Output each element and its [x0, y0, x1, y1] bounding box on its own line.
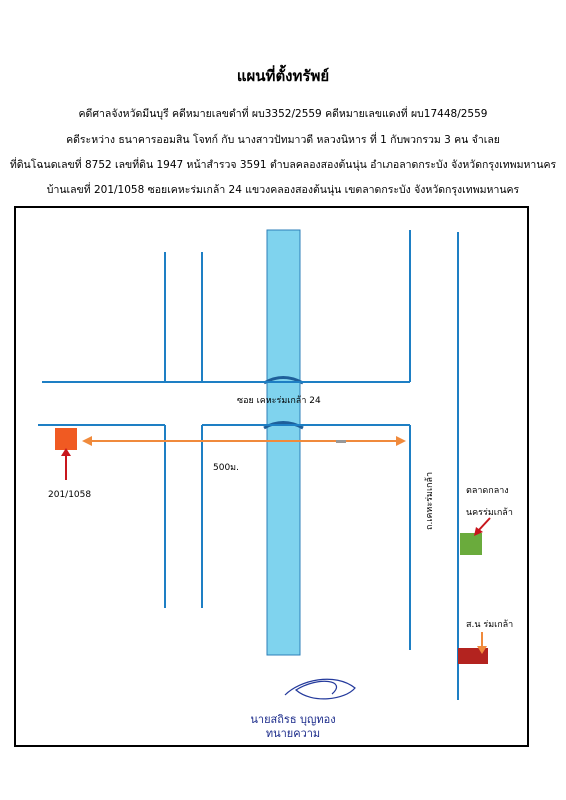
market-marker: [460, 533, 482, 555]
property-marker: [55, 428, 77, 450]
signature-title: ทนายความ: [265, 727, 321, 740]
address-line: บ้านเลขที่ 201/1058 ซอยเคหะร่มเกล้า 24 แขวงคลองสองต้นนุ่น เขตลาดกระบัง จังหวัดกรุงเทพมหานคร: [46, 184, 520, 196]
market-pointer-line: [478, 518, 490, 531]
market-label-line-2: นครร่มเกล้า: [466, 508, 513, 518]
soi-label: ซอย เคหะร่มเกล้า 24: [237, 396, 321, 406]
signature-scribble: [285, 679, 355, 699]
distance-arrow-right-head: [396, 436, 406, 446]
property-label: 201/1058: [48, 490, 92, 500]
police-station-label: ส.น ร่มเกล้า: [466, 620, 514, 630]
parties-line: คดีระหว่าง ธนาคารออมสิน โจทก์ กับ นางสาวปัทมาวดี หลวงนิหาร ที่ 1 กับพวกรวม 3 คน จำเลย: [66, 134, 500, 146]
market-label-line-1: ตลาดกลาง: [466, 486, 509, 496]
map-title: แผนที่ตั้งทรัพย์: [236, 67, 330, 85]
distance-label: 500ม.: [213, 463, 239, 473]
canal: [267, 230, 300, 655]
land-deed-line: ที่ดินโฉนดเลขที่ 8752 เลขที่ดิน 1947 หน้าสำรวจ 3591 ตำบลคลองสองต้นนุ่น อำเภอลาดกระบัง จังหวัดกรุงเทพมหานคร: [9, 159, 557, 171]
main-road-label: ถ.เคหะร่มเกล้า: [425, 471, 435, 530]
signature-name: นายสถิรธ บุญทอง: [250, 713, 336, 726]
distance-tick: [336, 440, 346, 443]
distance-arrow-left-head: [82, 436, 92, 446]
case-line: คดีศาลจังหวัดมีนบุรี คดีหมายเลขดำที่ ผบ3352/2559 คดีหมายเลขแดงที่ ผบ17448/2559: [78, 108, 488, 120]
